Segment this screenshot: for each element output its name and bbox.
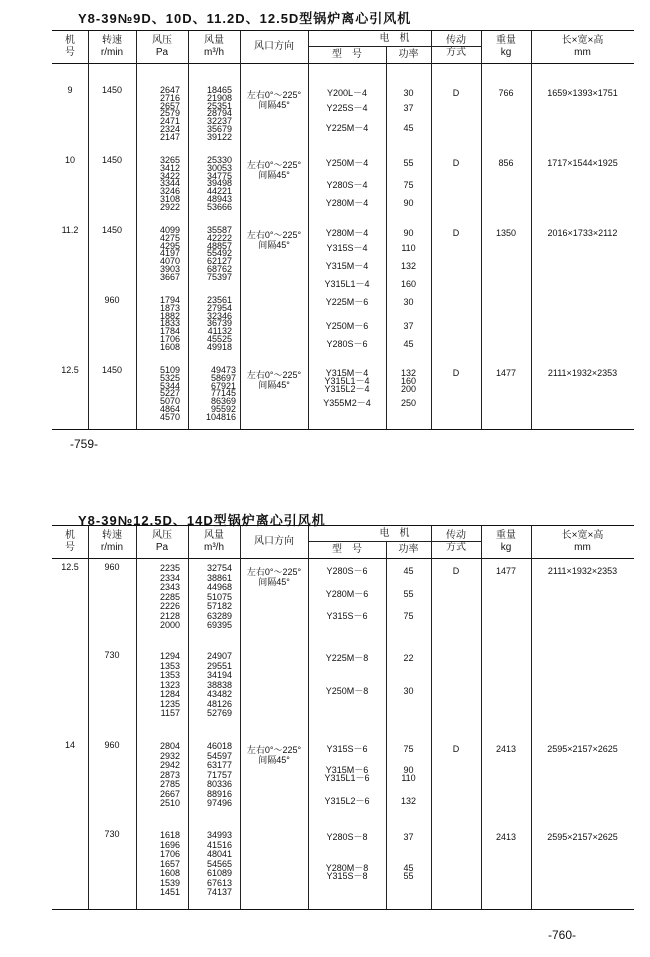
motor-model-cell: Y315M－4 bbox=[325, 261, 369, 271]
speed-cell: 960 bbox=[104, 562, 120, 572]
outlet-direction-cell: 左右0°～225° 间隔45° bbox=[246, 370, 302, 390]
flow-cell: 32754 38861 44968 51075 57182 63289 69395 bbox=[206, 563, 232, 630]
machine-no-cell: 9 bbox=[67, 85, 73, 95]
motor-power-cell: 45 bbox=[403, 123, 414, 133]
drive-cell: D bbox=[452, 566, 460, 576]
pressure-cell: 2647 2716 2657 2579 2471 2324 2147 bbox=[159, 85, 180, 142]
header-motor-power: 功率 bbox=[398, 49, 419, 60]
motor-power-cell: 250 bbox=[400, 398, 417, 408]
weight-cell: 766 bbox=[498, 88, 514, 98]
dimensions-cell: 2016×1733×2112 bbox=[547, 228, 618, 238]
speed-cell: 1450 bbox=[101, 365, 123, 375]
speed-cell: 960 bbox=[104, 295, 120, 305]
header-drive: 传动 方式 bbox=[446, 530, 466, 553]
dimensions-cell: 2111×1932×2353 bbox=[547, 368, 618, 378]
header-pressure: 风压 Pa bbox=[152, 530, 172, 553]
header-speed: 转速 r/min bbox=[100, 530, 124, 553]
flow-cell: 34993 41516 48041 54565 61089 67613 74137 bbox=[206, 830, 232, 897]
motor-model-cell: Y280M－6 bbox=[325, 589, 369, 599]
motor-model-cell: Y280S－6 bbox=[326, 339, 368, 349]
header-motor: 电 机 bbox=[379, 33, 410, 44]
dimensions-cell: 2595×2157×2625 bbox=[547, 832, 618, 842]
motor-model-cell: Y280S－8 bbox=[326, 832, 368, 842]
header-outlet-direction: 风口方向 bbox=[254, 41, 294, 52]
motor-model-cell: Y225S－4 bbox=[326, 103, 368, 113]
dimensions-cell: 1659×1393×1751 bbox=[547, 88, 618, 98]
header-dimensions: 长×宽×高 mm bbox=[561, 530, 604, 553]
motor-power-cell: 30 bbox=[403, 297, 414, 307]
speed-cell: 730 bbox=[104, 650, 120, 660]
motor-power-cell: 90 bbox=[403, 198, 414, 208]
page-title-760: Y8-39№12.5D、14D型锅炉离心引风机 bbox=[78, 513, 326, 528]
header-flow: 风量 m³/h bbox=[204, 35, 224, 58]
motor-power-cell: 132 160 200 bbox=[400, 368, 417, 394]
motor-power-cell: 37 bbox=[403, 103, 414, 113]
header-outlet-direction: 风口方向 bbox=[254, 536, 294, 547]
motor-power-cell: 75 bbox=[403, 744, 414, 754]
motor-power-cell: 75 bbox=[403, 180, 414, 190]
pressure-cell: 3265 3412 3422 3344 3246 3108 2922 bbox=[159, 155, 180, 212]
pressure-cell: 5109 5325 5344 5227 5070 4864 4570 bbox=[159, 365, 180, 422]
motor-power-cell: 30 bbox=[403, 88, 414, 98]
dimensions-cell: 2595×2157×2625 bbox=[547, 744, 618, 754]
speed-cell: 1450 bbox=[101, 155, 123, 165]
motor-model-cell: Y280M－4 bbox=[325, 198, 369, 208]
speed-cell: 960 bbox=[104, 740, 120, 750]
column-divider bbox=[431, 526, 432, 909]
fan-spec-table-759 bbox=[52, 30, 634, 430]
motor-power-cell: 22 bbox=[403, 653, 414, 663]
page-number-759: -759- bbox=[70, 437, 99, 451]
motor-power-cell: 37 bbox=[403, 832, 414, 842]
motor-power-cell: 90 bbox=[403, 228, 414, 238]
motor-model-cell: Y225M－4 bbox=[325, 123, 369, 133]
outlet-direction-cell: 左右0°～225° 间隔45° bbox=[246, 90, 302, 110]
pressure-cell: 4099 4275 4295 4197 4070 3903 3667 bbox=[159, 225, 180, 282]
column-divider bbox=[531, 526, 532, 909]
motor-model-cell: Y225M－8 bbox=[325, 653, 369, 663]
header-drive: 传动 方式 bbox=[446, 35, 466, 58]
weight-cell: 2413 bbox=[495, 832, 517, 842]
machine-no-cell: 14 bbox=[64, 740, 75, 750]
speed-cell: 730 bbox=[104, 829, 120, 839]
header-machine-no: 机 号 bbox=[65, 35, 75, 58]
weight-cell: 856 bbox=[498, 158, 514, 168]
motor-power-cell: 132 bbox=[400, 796, 417, 806]
motor-power-cell: 37 bbox=[403, 321, 414, 331]
motor-model-cell: Y280S－6 bbox=[326, 566, 368, 576]
header-motor: 电 机 bbox=[379, 528, 410, 539]
fan-spec-table-760 bbox=[52, 525, 634, 910]
column-divider bbox=[88, 526, 89, 909]
flow-cell: 46018 54597 63177 71757 80336 88916 97496 bbox=[206, 741, 232, 808]
motor-model-cell: Y315S－4 bbox=[326, 243, 368, 253]
outlet-direction-cell: 左右0°～225° 间隔45° bbox=[246, 160, 302, 180]
motor-model-cell: Y315M－4 Y315L1－4 Y315L2－4 bbox=[324, 368, 370, 394]
motor-power-cell: 132 bbox=[400, 261, 417, 271]
drive-cell: D bbox=[452, 158, 460, 168]
motor-power-cell: 55 bbox=[403, 589, 414, 599]
header-pressure: 风压 Pa bbox=[152, 35, 172, 58]
machine-no-cell: 11.2 bbox=[61, 225, 79, 235]
pressure-cell: 1794 1873 1882 1833 1784 1706 1608 bbox=[159, 295, 180, 352]
speed-cell: 1450 bbox=[101, 225, 123, 235]
header-speed: 转速 r/min bbox=[100, 35, 124, 58]
motor-model-cell: Y280S－4 bbox=[326, 180, 368, 190]
column-divider bbox=[308, 526, 309, 909]
drive-cell: D bbox=[452, 228, 460, 238]
pressure-cell: 2804 2932 2942 2873 2785 2667 2510 bbox=[159, 741, 180, 808]
weight-cell: 1350 bbox=[495, 228, 517, 238]
dimensions-cell: 1717×1544×1925 bbox=[547, 158, 618, 168]
header-motor-power: 功率 bbox=[398, 544, 419, 555]
drive-cell: D bbox=[452, 368, 460, 378]
pressure-cell: 1618 1696 1706 1657 1608 1539 1451 bbox=[159, 830, 180, 897]
motor-model-cell: Y315S－6 bbox=[326, 744, 368, 754]
header-flow: 风量 m³/h bbox=[204, 530, 224, 553]
motor-power-cell: 45 bbox=[403, 566, 414, 576]
motor-model-cell: Y225M－6 bbox=[325, 297, 369, 307]
table-header bbox=[52, 526, 634, 559]
motor-power-cell: 45 55 bbox=[403, 863, 414, 881]
table-header bbox=[52, 31, 634, 64]
motor-model-cell: Y315S－6 bbox=[326, 611, 368, 621]
motor-model-cell: Y315L2－6 bbox=[324, 796, 370, 806]
page-number-760: -760- bbox=[548, 928, 577, 942]
outlet-direction-cell: 左右0°～225° 间隔45° bbox=[246, 567, 302, 587]
machine-no-cell: 12.5 bbox=[61, 365, 79, 375]
motor-model-cell: Y200L－4 bbox=[326, 88, 368, 98]
flow-cell: 25330 30053 34775 39498 44221 48943 53666 bbox=[206, 155, 232, 212]
flow-cell: 18465 21908 25351 28794 32237 35679 39122 bbox=[206, 85, 232, 142]
drive-cell: D bbox=[452, 88, 460, 98]
motor-model-cell: Y280M－4 bbox=[325, 228, 369, 238]
flow-cell: 35587 42222 48857 55492 62127 68762 75397 bbox=[206, 225, 232, 282]
header-motor-model: 型 号 bbox=[332, 544, 362, 555]
page-title-759: Y8-39№9D、10D、11.2D、12.5D型锅炉离心引风机 bbox=[78, 11, 412, 26]
motor-power-cell: 30 bbox=[403, 686, 414, 696]
machine-no-cell: 12.5 bbox=[61, 562, 79, 572]
motor-model-cell: Y280M－8 Y315S－8 bbox=[325, 863, 369, 881]
motor-power-cell: 45 bbox=[403, 339, 414, 349]
motor-model-cell: Y315L1－4 bbox=[324, 279, 370, 289]
speed-cell: 1450 bbox=[101, 85, 123, 95]
machine-no-cell: 10 bbox=[64, 155, 75, 165]
motor-model-cell: Y355M2－4 bbox=[323, 398, 371, 408]
motor-power-cell: 90 110 bbox=[401, 765, 416, 783]
motor-model-cell: Y250M－4 bbox=[325, 158, 369, 168]
flow-cell: 23561 27954 32346 36739 41132 45525 49918 bbox=[206, 295, 232, 352]
motor-model-cell: Y250M－6 bbox=[325, 321, 369, 331]
flow-cell: 24907 29551 34194 38838 43482 48126 52769 bbox=[206, 651, 232, 718]
dimensions-cell: 2111×1932×2353 bbox=[547, 566, 618, 576]
motor-model-cell: Y250M－8 bbox=[325, 686, 369, 696]
drive-cell: D bbox=[452, 744, 460, 754]
pressure-cell: 1294 1353 1353 1323 1284 1235 1157 bbox=[159, 651, 180, 718]
column-divider bbox=[481, 526, 482, 909]
motor-power-cell: 110 bbox=[401, 243, 416, 253]
outlet-direction-cell: 左右0°～225° 间隔45° bbox=[246, 230, 302, 250]
header-machine-no: 机 号 bbox=[65, 530, 75, 553]
weight-cell: 1477 bbox=[495, 368, 517, 378]
motor-power-cell: 55 bbox=[403, 158, 414, 168]
motor-power-cell: 160 bbox=[400, 279, 417, 289]
motor-model-cell: Y315M－6 Y315L1－6 bbox=[324, 765, 370, 783]
flow-cell: 49473 58697 67921 77145 86369 95592 104816 bbox=[205, 365, 236, 422]
motor-power-cell: 75 bbox=[403, 611, 414, 621]
pressure-cell: 2235 2334 2343 2285 2226 2128 2000 bbox=[159, 563, 180, 630]
header-weight: 重量 kg bbox=[496, 35, 516, 58]
outlet-direction-cell: 左右0°～225° 间隔45° bbox=[246, 745, 302, 765]
header-dimensions: 长×宽×高 mm bbox=[561, 35, 604, 58]
weight-cell: 2413 bbox=[495, 744, 517, 754]
header-motor-model: 型 号 bbox=[332, 49, 362, 60]
header-weight: 重量 kg bbox=[496, 530, 516, 553]
weight-cell: 1477 bbox=[495, 566, 517, 576]
